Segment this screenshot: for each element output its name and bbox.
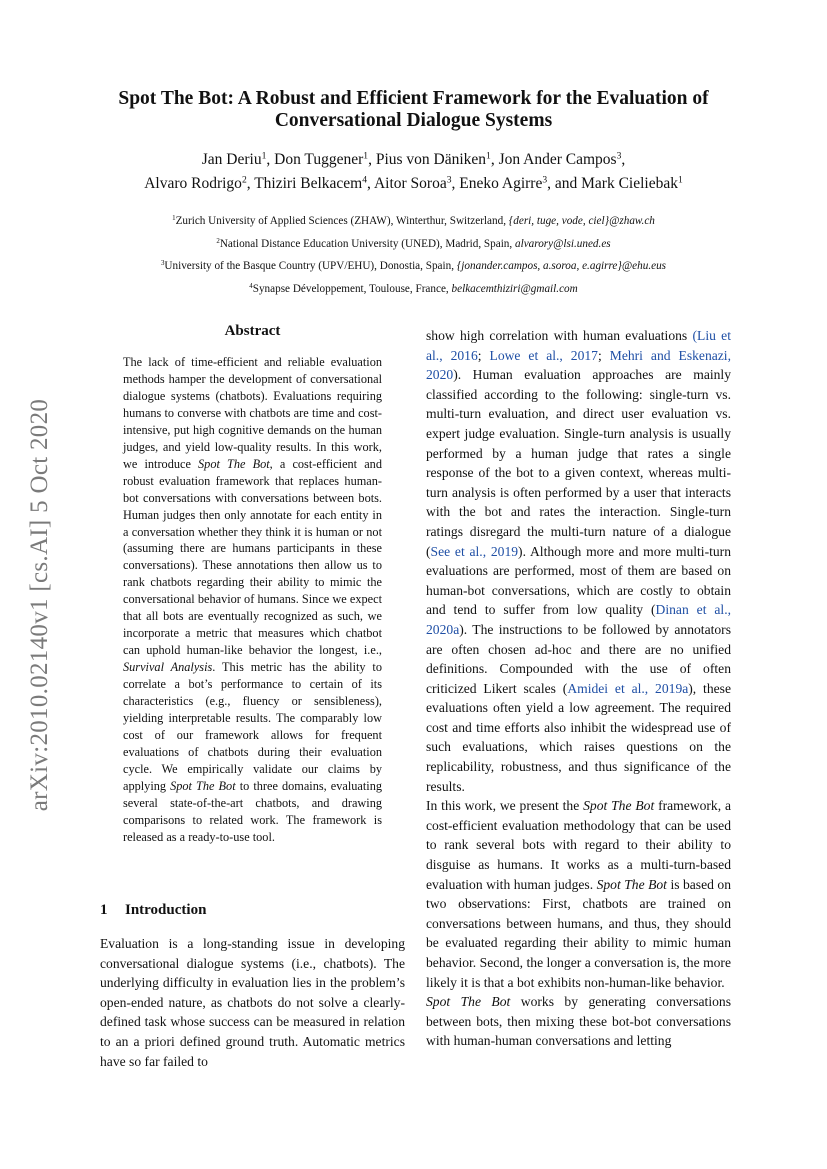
affiliation-list: [60, 210, 767, 300]
author-name: Alvaro Rodrigo: [144, 175, 242, 192]
affil-email: belkacemthiziri@gmail.com: [451, 282, 578, 295]
body-text: ;: [597, 347, 610, 363]
abstract-heading: Abstract: [224, 323, 281, 339]
author-name: and Mark Cieliebak: [554, 175, 678, 192]
section-heading-introduction: [100, 902, 405, 919]
citation-link[interactable]: (Liu et al., 2016: [426, 328, 731, 363]
abstract-body: [123, 354, 382, 846]
author-list: [60, 148, 767, 196]
affil-text: University of the Basque Country (UPV/EHU), Donostia, Spain,: [164, 260, 457, 272]
arxiv-stamp-text: arXiv:2010.02140v1 [cs.AI] 5 Oct 2020: [26, 398, 53, 812]
arxiv-stamp: [20, 380, 60, 830]
author-affil-mark: 3: [616, 150, 622, 162]
body-emphasis: Spot The Bot: [596, 876, 667, 892]
affil-text: Zurich University of Applied Sciences (ZHAW), Winterthur, Switzerland,: [175, 215, 509, 227]
affiliation-3: [60, 255, 767, 278]
title-line-2: Conversational Dialogue Systems: [274, 110, 553, 131]
body-emphasis: Spot The Bot: [426, 994, 511, 1010]
right-column-body: [426, 326, 731, 1051]
body-text: show high correlation with human evaluations: [426, 328, 693, 343]
body-text: works by generating conversations between bots, then mixing these bot-bot conversations with human-human conversations and letting: [426, 994, 731, 1049]
abstract-text: to three domains, evaluating several state-of-the-art chatbots, and drawing comparisons to related work. The framework is released as a ready-to-use tool.: [123, 778, 382, 844]
affil-email: {deri, tuge, vode, ciel}@zhaw.ch: [508, 215, 655, 227]
abstract-text: The lack of time-efficient and reliable evaluation methods hamper the development of conversational dialogue systems (chatbots). Evaluations requiring humans to converse with chatbots are time and cost-intensive, put high cognitive demands on the human judges, and yield low-quality results. In this work, we introduce: [123, 355, 382, 471]
author-affil-mark: 4: [362, 174, 368, 186]
author-affil-mark: 3: [446, 174, 452, 186]
title-line-1: Spot The Bot: A Robust and Efficient Framework for the Evaluation of: [118, 88, 709, 109]
paper-title: [60, 88, 767, 132]
author-affil-mark: 2: [241, 174, 247, 186]
author-affil-mark: 1: [486, 150, 491, 162]
author-line-1: Jan Deriu$^1$, Don Tuggener$^1$, Pius von Däniken$^1$, Jon Ander Campos$^3$,: [201, 150, 626, 168]
affil-number: 4: [249, 281, 253, 290]
citation-link[interactable]: See et al., 2019: [430, 543, 519, 559]
affiliation-2: [60, 233, 767, 256]
affil-email: {jonander.campos, a.soroa, e.agirre}@ehu.eus: [456, 260, 667, 272]
introduction-paragraph: Evaluation is a long-standing issue in developing conversational dialogue systems (i.e., chatbots). The underlying difficulty in evaluation lies in the problem’s open-ended nature, as chatbots do not solve a clearly-defined task whose success can be measured in relation to an a priori defined ground truth. Automatic metrics have so far failed to: [100, 936, 405, 1069]
author-name: Jan Deriu: [201, 151, 262, 168]
body-text: is based on two observations: First, chatbots are trained on conversations between humans, and thus, they should be evaluated regarding their ability to mimic human behavior. Second, the longer a conversation is, the more likely it is that a bot exhibits non-human-like behavior.: [426, 876, 731, 990]
author-affil-mark: 1: [363, 150, 369, 162]
author-affil-mark: 3: [542, 174, 548, 186]
author-name: Aitor Soroa: [373, 175, 447, 192]
affil-text: National Distance Education University (UNED), Madrid, Spain,: [219, 237, 515, 250]
affil-number: 1: [172, 214, 176, 223]
section-title: Introduction: [125, 902, 207, 918]
author-affil-mark: 1: [678, 174, 683, 186]
body-text: In this work, we present the: [426, 798, 584, 814]
body-text: ). Although more and more multi-turn evaluations are performed, most of them are based on human-bot conversations, which are costly to obtain and tend to suffer from low quality (: [426, 543, 731, 618]
introduction-body: [100, 934, 405, 1071]
right-paragraph-1: [426, 326, 731, 796]
author-name: Don Tuggener: [274, 151, 364, 168]
abstract-emphasis: Survival Analysis: [123, 660, 213, 675]
right-paragraph-3: [426, 992, 731, 1051]
author-name: Thiziri Belkacem: [254, 175, 363, 192]
citation-link[interactable]: Mehri and Eskenazi, 2020: [426, 347, 731, 383]
author-name: Jon Ander Campos: [498, 151, 617, 168]
abstract-emphasis: Spot The Bot: [170, 778, 236, 793]
abstract-text: , a cost-efficient and robust evaluation framework that replaces human-bot conversations with conversations between bots. Human judges then only annotate for each entity in a conversation whether they think it is human or not (assuming there are humans participants in these conversations). These annotations then allow us to rank chatbots regarding their ability to mimic the conversational behavior of humans. Since we expect that all bots are eventually recognized as such, we incorporate a metric that measures which chatbot can uphold human-like behavior the longest, i.e.,: [123, 456, 382, 658]
affil-email: alvarory@lsi.uned.es: [515, 237, 611, 250]
author-line-2: Alvaro Rodrigo$^2$, Thiziri Belkacem$^4$, Aitor Soroa$^3$, Eneko Agirre$^3$, and Mark Cieliebak$^1$: [144, 174, 683, 192]
body-text: framework, a cost-efficient evaluation methodology that can be used to rank several bots with regard to their ability to disguise as humans. It works as a multi-turn-based evaluation with human judges.: [426, 798, 732, 892]
citation-link[interactable]: Amidei et al., 2019a: [567, 680, 689, 696]
affil-number: 3: [160, 259, 165, 268]
section-number: 1: [100, 902, 108, 918]
affil-number: 2: [216, 236, 220, 245]
body-text: ). Human evaluation approaches are mainly classified according to the following: single-turn vs. multi-turn evaluation, and direct user evaluation vs. expert judge evaluation. Single-turn analysis is usually performed by a human judge that rates a single response of the bot to a given context, whereas multi-turn analysis is often performed by a user that interacts with the bot and rates the interaction. Single-turn ratings disregard the multi-turn nature of a dialogue (: [426, 367, 731, 559]
body-text: ;: [477, 347, 490, 363]
abstract-paragraph: [123, 354, 382, 846]
abstract-emphasis: Spot The Bot: [198, 456, 270, 471]
affiliation-4: [60, 278, 767, 301]
author-affil-mark: 1: [261, 150, 267, 162]
body-text: ), these evaluations often yield a low agreement. The required cost and time efforts also inhibit the widespread use of such evaluations, which raises questions on the replicability, robustness, and thus significance of the results.: [426, 680, 731, 794]
affiliation-1: [60, 210, 767, 233]
affil-text: Synapse Développement, Toulouse, France,: [252, 282, 452, 295]
author-name: Pius von Däniken: [375, 151, 487, 168]
citation-link[interactable]: Lowe et al., 2017: [489, 347, 598, 363]
right-paragraph-2: [426, 796, 731, 992]
body-text: ). The instructions to be followed by annotators are often chosen ad-hoc and there are no unified definitions. Compounded with the use of often criticized Likert scales (: [426, 621, 731, 696]
author-name: Eneko Agirre: [459, 175, 543, 192]
abstract-text: . This metric has the ability to correlate a bot’s performance to certain of its characteristics (e.g., fluency or sensibleness), yielding interpretable results. The comparably low cost of our framework allows for frequent evaluations of chatbots during their evaluation cycle. We empirically validate our claims by applying: [123, 660, 382, 793]
citation-link[interactable]: Dinan et al., 2020a: [426, 602, 731, 637]
body-emphasis: Spot The Bot: [583, 798, 655, 814]
